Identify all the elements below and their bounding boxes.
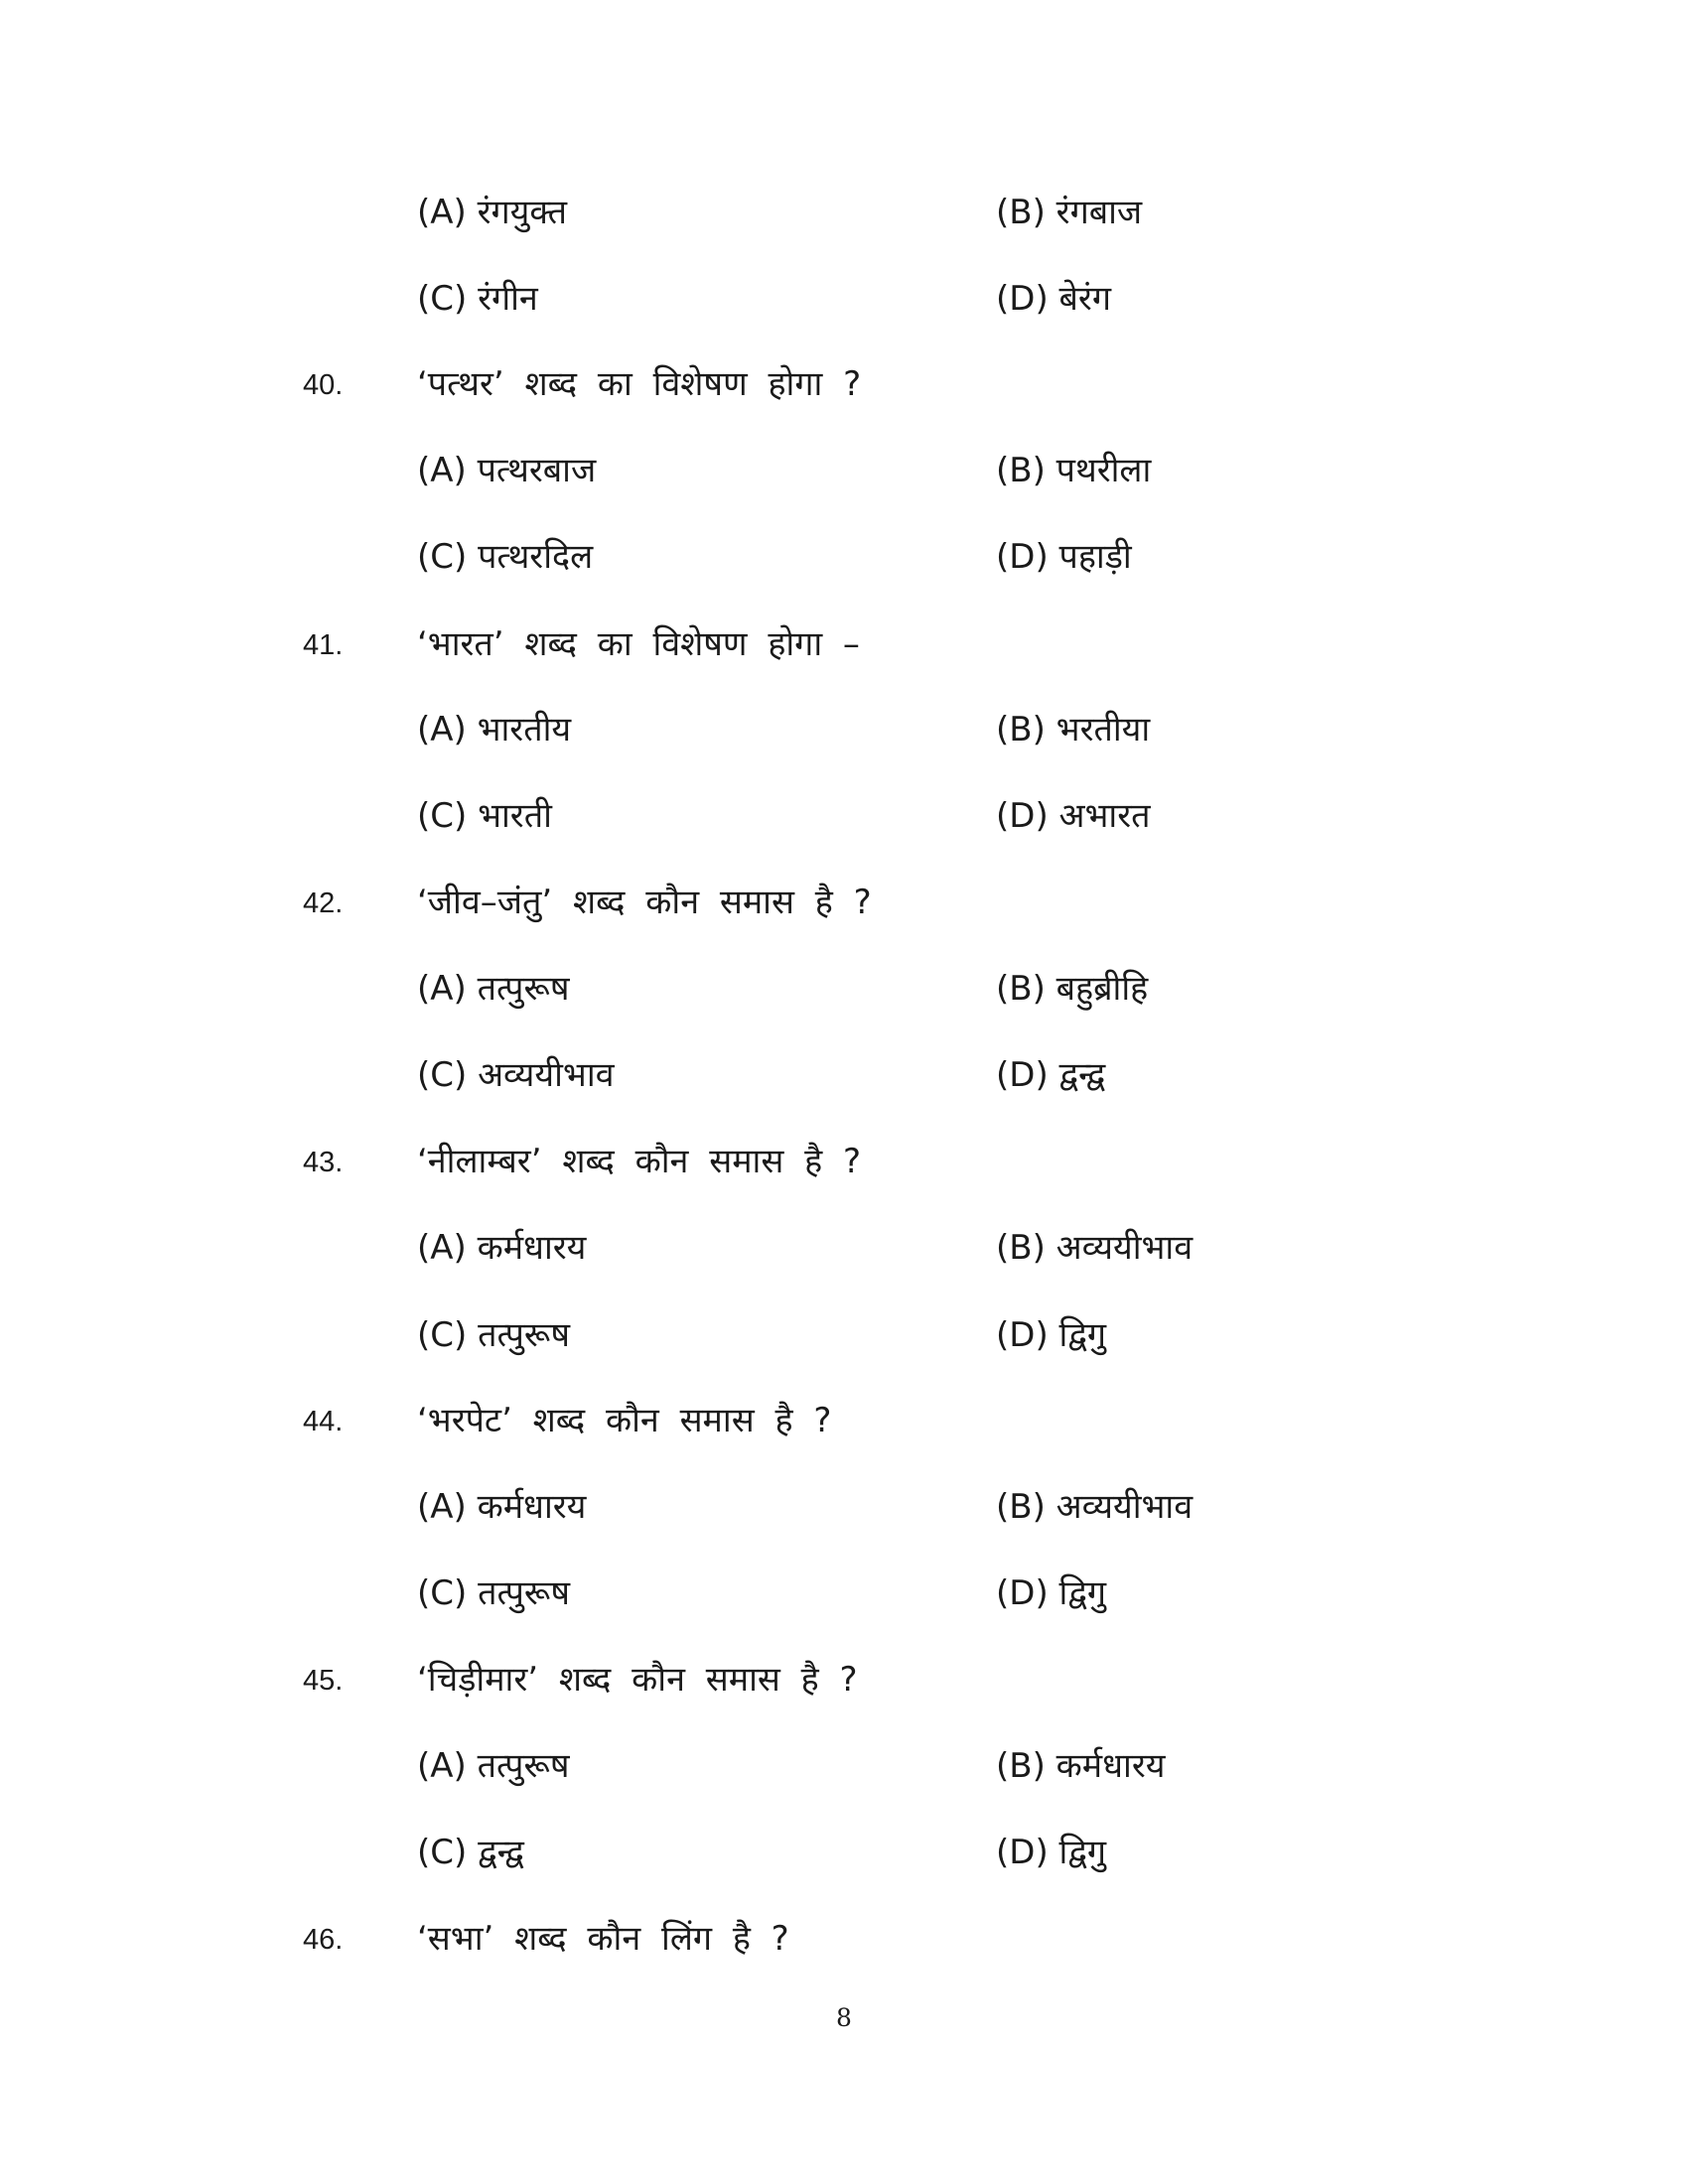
- question-number: 44.: [303, 1406, 344, 1437]
- option-a: (A) तत्पुरूष: [417, 969, 570, 1009]
- option-c: (C) रंगीन: [417, 279, 538, 319]
- option-b: (B) अव्ययीभाव: [996, 1487, 1194, 1527]
- option-a: (A) रंगयुक्त: [417, 193, 567, 232]
- question-41: [0, 615, 1688, 675]
- option-b: (B) बहुब्रीहि: [996, 969, 1149, 1009]
- option-c: (C) द्वन्द्व: [417, 1833, 524, 1872]
- question-42: [0, 874, 1688, 933]
- question-number: 40.: [303, 369, 344, 401]
- option-d: (D) अभारत: [996, 796, 1151, 836]
- option-d: (D) बेरंग: [996, 279, 1111, 319]
- option-a: (A) कर्मधारय: [417, 1228, 587, 1268]
- page-number: 8: [836, 2003, 852, 2032]
- option-c: (C) भारती: [417, 796, 552, 836]
- option-row: [0, 1219, 1688, 1279]
- option-a: (A) कर्मधारय: [417, 1487, 587, 1527]
- option-a: (A) भारतीय: [417, 710, 572, 750]
- question-number: 46.: [303, 1924, 344, 1956]
- option-c: (C) अव्ययीभाव: [417, 1055, 615, 1095]
- option-a: (A) पत्थरबाज: [417, 451, 597, 490]
- option-row: [0, 270, 1688, 330]
- option-row: [0, 1478, 1688, 1538]
- option-d: (D) द्विगु: [996, 1573, 1107, 1613]
- question-45: [0, 1651, 1688, 1710]
- option-b: (B) कर्मधारय: [996, 1746, 1166, 1786]
- question-text: ‘चिड़ीमार’ शब्द कौन समास है ?: [417, 1660, 858, 1700]
- option-c: (C) तत्पुरूष: [417, 1315, 570, 1355]
- option-row: [0, 1046, 1688, 1106]
- option-row: [0, 442, 1688, 501]
- option-d: (D) द्विगु: [996, 1315, 1107, 1355]
- option-b: (B) भरतीया: [996, 710, 1151, 750]
- question-44: [0, 1392, 1688, 1451]
- question-text: ‘भारत’ शब्द का विशेषण होगा –: [417, 624, 860, 664]
- option-d: (D) द्विगु: [996, 1833, 1107, 1872]
- option-row: [0, 1306, 1688, 1366]
- question-text: ‘सभा’ शब्द कौन लिंग है ?: [417, 1919, 789, 1959]
- option-c: (C) पत्थरदिल: [417, 537, 594, 577]
- option-d: (D) द्वन्द्व: [996, 1055, 1106, 1095]
- question-text: ‘भरपेट’ शब्द कौन समास है ?: [417, 1401, 832, 1440]
- option-row: [0, 528, 1688, 588]
- question-number: 42.: [303, 887, 344, 919]
- question-text: ‘नीलाम्बर’ शब्द कौन समास है ?: [417, 1142, 862, 1181]
- option-row: [0, 184, 1688, 243]
- option-row: [0, 1824, 1688, 1883]
- option-d: (D) पहाड़ी: [996, 537, 1132, 577]
- question-number: 43.: [303, 1147, 344, 1178]
- question-text: ‘जीव–जंतु’ शब्द कौन समास है ?: [417, 883, 872, 922]
- question-46: [0, 1910, 1688, 1970]
- option-row: [0, 1565, 1688, 1624]
- option-b: (B) पथरीला: [996, 451, 1152, 490]
- option-a: (A) तत्पुरूष: [417, 1746, 570, 1786]
- question-43: [0, 1133, 1688, 1192]
- option-row: [0, 787, 1688, 847]
- option-b: (B) रंगबाज: [996, 193, 1143, 232]
- question-40: [0, 355, 1688, 415]
- option-row: [0, 1737, 1688, 1797]
- question-number: 41.: [303, 629, 344, 661]
- option-row: [0, 701, 1688, 760]
- question-number: 45.: [303, 1665, 344, 1697]
- option-c: (C) तत्पुरूष: [417, 1573, 570, 1613]
- question-text: ‘पत्थर’ शब्द का विशेषण होगा ?: [417, 364, 862, 404]
- option-row: [0, 960, 1688, 1020]
- option-b: (B) अव्ययीभाव: [996, 1228, 1194, 1268]
